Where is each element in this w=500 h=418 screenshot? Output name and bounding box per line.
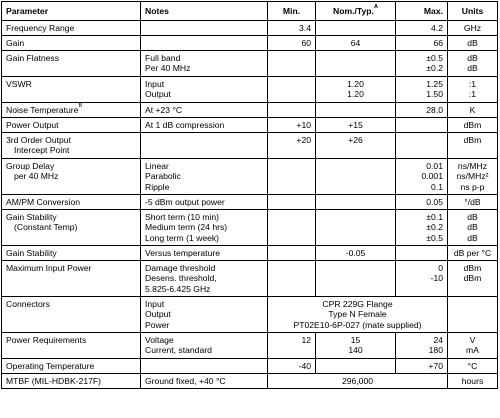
merged-value-cell [268, 297, 448, 333]
max-cell [396, 246, 448, 261]
notes-cell-line [145, 361, 263, 371]
nom-typ-cell [316, 159, 396, 195]
parameter-cell-line: Group Delay [6, 161, 55, 171]
nom-typ-cell [316, 77, 396, 103]
nom-typ-cell [316, 133, 396, 159]
min-cell-line [272, 145, 311, 155]
min-cell-line: +10 [296, 120, 311, 130]
max-cell-line: +70 [428, 361, 443, 371]
notes-cell-line: Per 40 MHz [145, 63, 191, 74]
max-cell [396, 103, 448, 118]
parameter-cell-line: Frequency Range [6, 23, 75, 33]
notes-cell [141, 36, 268, 51]
nom-typ-cell [316, 195, 396, 210]
nom-typ-cell-line [320, 23, 391, 33]
units-cell-line: dB [467, 38, 478, 48]
units-cell [448, 261, 498, 297]
units-cell [448, 133, 498, 159]
max-cell-line: 28.0 [426, 105, 443, 115]
header-max: Max. [396, 2, 448, 21]
units-cell [448, 210, 498, 246]
table-row [2, 159, 498, 195]
max-cell-line: 24 [433, 335, 443, 345]
merged-value-cell-line: PT02E10-6P-027 (mate supplied) [293, 319, 422, 330]
nom-typ-cell-line: 64 [350, 38, 361, 48]
min-cell-line [272, 212, 311, 222]
table-row [2, 195, 498, 210]
header-nom-typ [316, 2, 396, 21]
notes-cell [141, 210, 268, 246]
nom-typ-cell-line [320, 273, 391, 283]
units-cell-line [452, 145, 493, 155]
table-row [2, 77, 498, 103]
units-cell-line: hours [461, 376, 484, 386]
notes-cell-line [145, 135, 263, 145]
notes-cell-line [145, 145, 263, 155]
nom-typ-cell-line: 140 [348, 345, 363, 356]
nom-typ-cell [316, 21, 396, 36]
nom-typ-cell-line [320, 63, 391, 73]
min-cell [268, 261, 316, 297]
merged-value-cell-line: 296,000 [341, 376, 374, 386]
min-cell [268, 333, 316, 359]
units-cell [448, 21, 498, 36]
min-cell-line [272, 79, 311, 89]
nom-typ-cell [316, 51, 396, 77]
min-cell [268, 359, 316, 374]
min-cell-line: 3.4 [299, 23, 311, 33]
table-row [2, 103, 498, 118]
min-cell-line [272, 63, 311, 73]
notes-cell [141, 118, 268, 133]
table-row [2, 359, 498, 374]
notes-cell-line: Parabolic [145, 171, 181, 182]
min-cell [268, 103, 316, 118]
parameter-cell [2, 159, 141, 195]
notes-cell-line [145, 38, 263, 48]
units-cell-line: dB [467, 53, 478, 63]
units-cell [448, 77, 498, 103]
table-row [2, 333, 498, 359]
min-cell [268, 21, 316, 36]
max-cell-line: ±0.5 [426, 232, 443, 243]
min-cell-line [272, 53, 311, 63]
header-min: Min. [268, 2, 316, 21]
nom-typ-cell-line: 15 [350, 335, 361, 345]
max-cell-line [400, 135, 443, 145]
notes-cell [141, 159, 268, 195]
min-cell-line: 60 [301, 38, 311, 48]
max-cell [396, 36, 448, 51]
min-cell-line [272, 89, 311, 99]
nom-typ-cell-line [320, 222, 391, 232]
notes-cell [141, 195, 268, 210]
nom-typ-cell-line [320, 263, 391, 273]
parameter-cell-line: Gain Stability [6, 248, 57, 258]
notes-cell-line: -5 dBm output power [145, 197, 225, 207]
units-cell-line: K [469, 105, 476, 115]
max-cell [396, 210, 448, 246]
max-cell [396, 133, 448, 159]
min-cell-line [272, 105, 311, 115]
notes-cell [141, 333, 268, 359]
units-cell-line: ns/MHz [457, 161, 488, 171]
units-cell-line: ns p-p [460, 181, 485, 192]
parameter-cell [2, 261, 141, 297]
units-cell [448, 359, 498, 374]
notes-cell [141, 77, 268, 103]
parameter-cell-line: Power Output [6, 120, 59, 130]
max-cell-line [400, 120, 443, 130]
table-row [2, 51, 498, 77]
max-cell [396, 195, 448, 210]
notes-cell-line: Medium term (24 hrs) [145, 222, 228, 233]
max-cell [396, 51, 448, 77]
header-nom-typ-label: Nom./Typ. [333, 6, 374, 17]
notes-cell [141, 21, 268, 36]
max-cell-line: -10 [430, 273, 443, 284]
nom-typ-cell-line: 1.20 [347, 89, 364, 100]
nom-typ-cell-line: +15 [348, 120, 363, 130]
max-cell-line: 0.01 [426, 161, 443, 171]
min-cell [268, 246, 316, 261]
parameter-cell-line: Gain Stability [6, 212, 57, 222]
notes-cell [141, 374, 268, 389]
nom-typ-cell-line [320, 212, 391, 222]
parameter-cell [2, 374, 141, 389]
max-cell-line: 180 [428, 345, 443, 356]
min-cell-line: +20 [296, 135, 311, 145]
max-cell [396, 359, 448, 374]
units-cell-line: dB [467, 63, 478, 74]
merged-value-cell-line: CPR 229G Flange [322, 299, 393, 309]
max-cell-line: 0.05 [426, 197, 443, 207]
parameter-footnote: B [78, 103, 83, 109]
min-cell [268, 36, 316, 51]
table-row [2, 133, 498, 159]
nom-typ-cell [316, 333, 396, 359]
nom-typ-cell [316, 359, 396, 374]
parameter-cell-line: MTBF (MIL-HDBK-217F) [6, 376, 102, 386]
units-cell-line: dB per °C [453, 248, 492, 258]
min-cell-line [272, 263, 311, 273]
table-row [2, 261, 498, 297]
max-cell-line: ±0.2 [426, 222, 443, 233]
max-cell-line: ±0.5 [426, 53, 443, 63]
min-cell-line: -40 [298, 361, 311, 371]
notes-cell-line: Damage threshold [145, 263, 216, 273]
max-cell-line [400, 248, 443, 258]
units-cell-line: dB [467, 232, 478, 243]
parameter-cell [2, 297, 141, 333]
nom-typ-cell-line [320, 53, 391, 63]
min-cell [268, 195, 316, 210]
units-cell-line: dB [467, 222, 478, 233]
units-cell-line [452, 320, 493, 330]
units-cell [448, 103, 498, 118]
nom-typ-cell-line: 1.20 [347, 79, 364, 89]
min-cell-line [272, 273, 311, 283]
nom-typ-cell [316, 103, 396, 118]
units-cell [448, 246, 498, 261]
parameter-cell-line: per 40 MHz [14, 171, 59, 182]
min-cell [268, 159, 316, 195]
merged-value-cell-line: Type N Female [328, 309, 387, 320]
parameter-cell-line: 3rd Order Output [6, 135, 71, 145]
units-cell-line [452, 284, 493, 294]
nom-typ-cell [316, 210, 396, 246]
nom-typ-cell-line [320, 197, 391, 207]
parameter-cell-line: Maximum Input Power [6, 263, 92, 273]
notes-cell-line: Voltage [145, 335, 174, 345]
units-cell-line: :1 [468, 79, 477, 89]
parameter-cell-line: AM/PM Conversion [6, 197, 81, 207]
table-row [2, 374, 498, 389]
notes-cell [141, 359, 268, 374]
min-cell-line [272, 284, 311, 294]
notes-cell-line: Current, standard [145, 345, 212, 356]
min-cell [268, 133, 316, 159]
max-cell [396, 261, 448, 297]
notes-cell [141, 103, 268, 118]
notes-cell-line: Full band [145, 53, 181, 63]
units-cell [448, 195, 498, 210]
notes-cell-line: At 1 dB compression [145, 120, 225, 130]
max-cell [396, 118, 448, 133]
parameter-cell [2, 359, 141, 374]
units-cell-line: dBm [463, 135, 482, 145]
min-cell-line: 12 [301, 335, 311, 345]
notes-cell-line: Output [145, 309, 171, 320]
nom-typ-cell-line [320, 105, 391, 115]
parameter-cell-line: Noise Temperature$^B$ [6, 103, 83, 115]
nom-typ-cell [316, 246, 396, 261]
header-row [2, 2, 498, 21]
min-cell-line [272, 161, 311, 171]
nom-typ-cell-line [320, 171, 391, 181]
units-cell-line: GHz [463, 23, 482, 33]
nom-typ-cell-line [320, 361, 391, 371]
notes-cell-line: Desens. threshold, [145, 273, 217, 284]
max-cell-line: 0.1 [431, 181, 443, 192]
nom-typ-cell-line [320, 161, 391, 171]
header-parameter: Parameter [2, 2, 141, 21]
notes-cell-line: Power [145, 319, 170, 330]
notes-cell [141, 246, 268, 261]
parameter-cell [2, 103, 141, 118]
notes-cell-line: 5.825-6.425 GHz [145, 283, 211, 294]
units-cell-line: :1 [468, 89, 477, 100]
min-cell-line [272, 248, 311, 258]
parameter-cell [2, 77, 141, 103]
units-cell-line [452, 299, 493, 309]
nom-typ-cell [316, 118, 396, 133]
min-cell-line [272, 182, 311, 192]
nom-typ-cell-line [320, 284, 391, 294]
notes-cell-line: Output [145, 89, 171, 100]
units-cell-line: mA [466, 345, 479, 356]
notes-cell-line: Input [145, 299, 165, 309]
parameter-cell-line: Gain [6, 38, 25, 48]
specifications-table [1, 1, 498, 389]
header-nom-typ-footnote: A [373, 4, 378, 11]
units-cell [448, 159, 498, 195]
notes-cell-line: Ripple [145, 181, 170, 192]
parameter-cell-line: Power Requirements [6, 335, 87, 345]
parameter-cell [2, 210, 141, 246]
nom-typ-cell-line: +26 [348, 135, 363, 145]
parameter-cell-line: Operating Temperature [6, 361, 95, 371]
parameter-cell-line: VSWR [6, 79, 32, 89]
parameter-cell [2, 195, 141, 210]
parameter-cell [2, 21, 141, 36]
parameter-cell [2, 333, 141, 359]
header-units: Units [448, 2, 498, 21]
units-cell [448, 51, 498, 77]
table-row [2, 21, 498, 36]
max-cell-line: 4.2 [431, 23, 443, 33]
notes-cell-line: At +23 °C [145, 105, 183, 115]
nom-typ-cell-line [320, 182, 391, 192]
parameter-cell-line: Connectors [6, 299, 50, 309]
max-cell-line: 66 [433, 38, 443, 48]
table-row [2, 246, 498, 261]
max-cell-line [400, 284, 443, 294]
min-cell [268, 77, 316, 103]
notes-cell-line: Input [145, 79, 165, 89]
max-cell-line: 1.25 [426, 79, 443, 89]
table-row [2, 36, 498, 51]
units-cell [448, 297, 498, 333]
notes-cell [141, 297, 268, 333]
max-cell [396, 21, 448, 36]
parameter-cell [2, 133, 141, 159]
notes-cell-line: Short term (10 min) [145, 212, 220, 222]
max-cell-line [400, 145, 443, 155]
notes-cell-line [145, 23, 263, 33]
notes-cell [141, 133, 268, 159]
min-cell [268, 51, 316, 77]
table-row [2, 118, 498, 133]
parameter-cell [2, 51, 141, 77]
nom-typ-cell-line [320, 145, 391, 155]
max-cell-line: ±0.1 [426, 212, 443, 222]
units-cell [448, 36, 498, 51]
nom-typ-cell-line: -0.05 [345, 248, 366, 258]
max-cell [396, 77, 448, 103]
units-cell-line: V [469, 335, 476, 345]
notes-cell-line: Versus temperature [145, 248, 220, 258]
specifications-body [2, 21, 498, 389]
notes-cell-line: Ground fixed, +40 °C [145, 376, 226, 386]
nom-typ-cell-line [320, 233, 391, 243]
units-cell-line: ns/MHz² [456, 171, 489, 182]
min-cell [268, 118, 316, 133]
max-cell-line: 1.50 [426, 89, 443, 100]
units-cell-line: °/dB [464, 197, 481, 207]
max-cell-line: 0.001 [421, 171, 443, 182]
max-cell-line: ±0.2 [426, 63, 443, 74]
min-cell-line [272, 222, 311, 232]
parameter-cell [2, 246, 141, 261]
table-row [2, 297, 498, 333]
nom-typ-cell [316, 36, 396, 51]
min-cell-line [272, 197, 311, 207]
notes-cell [141, 261, 268, 297]
units-cell-line: dB [467, 212, 478, 222]
min-cell [268, 210, 316, 246]
units-cell [448, 374, 498, 389]
min-cell-line [272, 233, 311, 243]
table-row [2, 210, 498, 246]
parameter-cell [2, 36, 141, 51]
max-cell-line: 0 [438, 263, 443, 273]
units-cell-line: dBm [463, 273, 482, 284]
units-cell [448, 333, 498, 359]
header-notes: Notes [141, 2, 268, 21]
units-cell-line: dBm [463, 263, 482, 273]
min-cell-line [272, 171, 311, 181]
units-cell-line: °C [467, 361, 478, 371]
parameter-cell-line: (Constant Temp) [14, 222, 78, 233]
units-cell-line [452, 309, 493, 319]
parameter-cell-line: Gain Flatness [6, 53, 60, 63]
max-cell [396, 159, 448, 195]
notes-cell-line: Linear [145, 161, 169, 171]
min-cell-line [272, 345, 311, 355]
units-cell-line: dBm [463, 120, 482, 130]
notes-cell [141, 51, 268, 77]
max-cell [396, 333, 448, 359]
nom-typ-cell [316, 261, 396, 297]
notes-cell-line: Long term (1 week) [145, 232, 220, 243]
merged-value-cell [268, 374, 448, 389]
parameter-cell-line: Intercept Point [14, 145, 70, 156]
units-cell [448, 118, 498, 133]
parameter-cell [2, 118, 141, 133]
